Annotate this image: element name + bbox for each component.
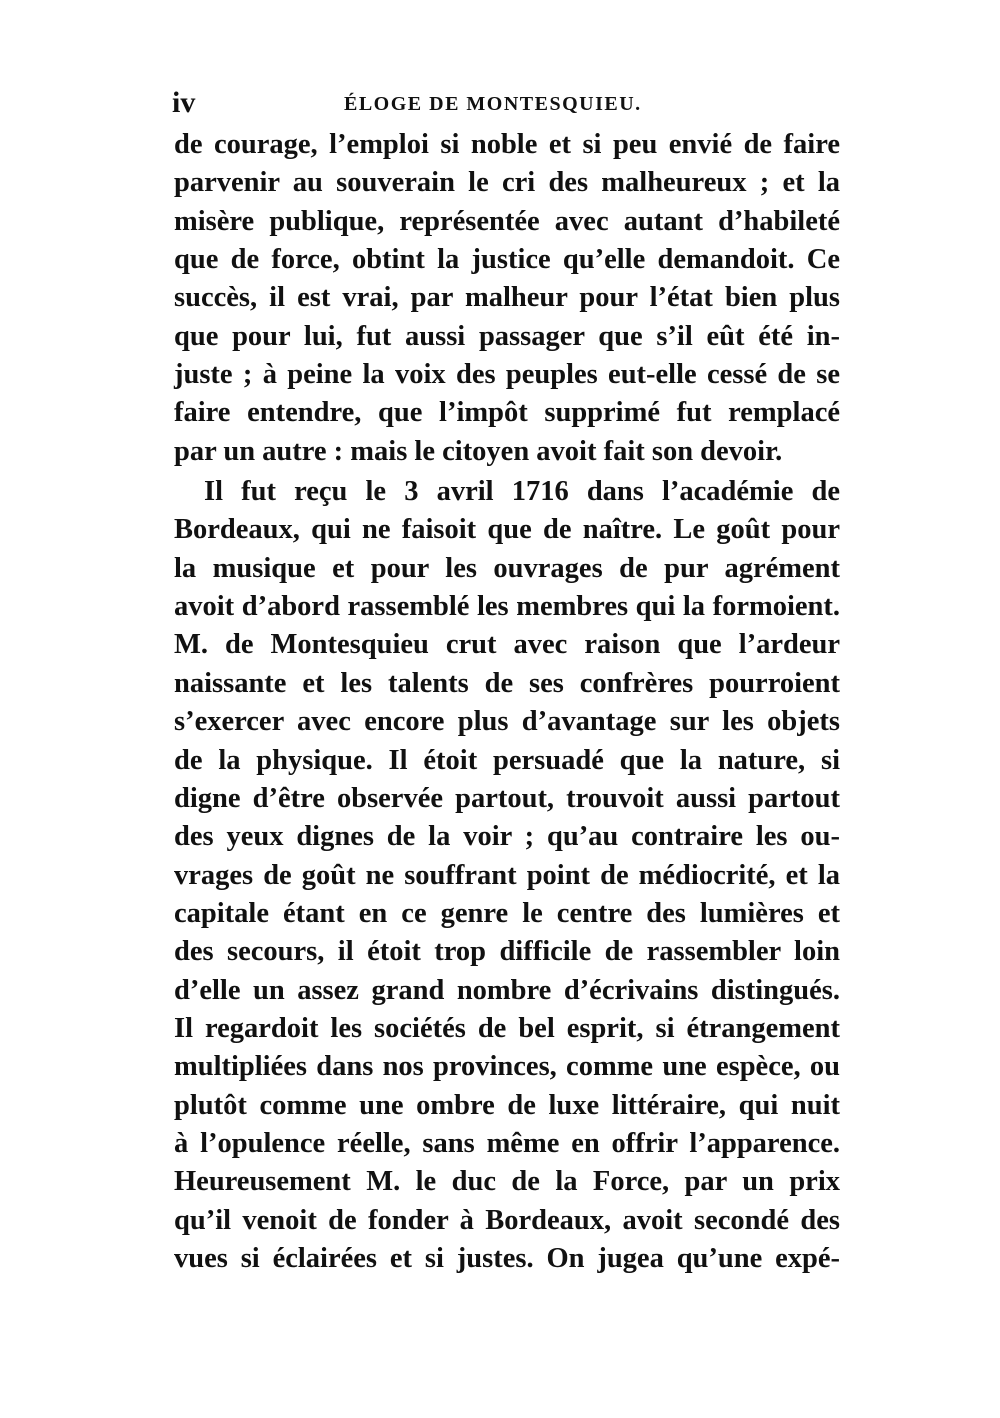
paragraph-end-line: par un autre : mais le citoyen avoit fait son devoir.	[174, 435, 783, 467]
text-line: digne d’être observée partout, trouvoit aussi partout	[174, 782, 840, 814]
text-line: M. de Montesquieu crut avec raison que l’ardeur	[174, 629, 840, 661]
text-line: que de force, obtint la justice qu’elle demandoit. Ce	[174, 244, 840, 276]
text-line: de la physique. Il étoit persuadé que la nature, si	[174, 744, 840, 776]
text-line: s’exercer avec encore plus d’avantage sur les objets	[174, 706, 840, 738]
text-line: des yeux dignes de la voir ; qu’au contraire les ou-	[174, 821, 840, 853]
page-header	[172, 86, 838, 120]
text-line: succès, il est vrai, par malheur pour l’état bien plus	[174, 282, 840, 314]
text-line: la musique et pour les ouvrages de pur agrément	[174, 552, 840, 584]
body-text	[174, 126, 840, 1278]
text-line: naissante et les talents de ses confrères pourroient	[174, 667, 840, 699]
running-title: ÉLOGE DE MONTESQUIEU.	[344, 93, 642, 115]
text-line: misère publique, représentée avec autant d’habileté	[174, 205, 840, 237]
text-line: qu’il venoit de fonder à Bordeaux, avoit secondé des	[174, 1204, 840, 1236]
text-line: vrages de goût ne souffrant point de médiocrité, et la	[174, 859, 840, 891]
text-line: de courage, l’emploi si noble et si peu envié de faire	[174, 129, 840, 160]
text-line: avoit d’abord rassemblé les membres qui la formoient.	[174, 591, 840, 623]
text-line: Bordeaux, qui ne faisoit que de naître. Le goût pour	[174, 514, 840, 546]
text-line: à l’opulence réelle, sans même en offrir l’apparence.	[174, 1127, 840, 1159]
text-line: vues si éclairées et si justes. On jugea qu’une expé-	[174, 1242, 840, 1274]
paragraph-start-line: Il fut reçu le 3 avril 1716 dans l’académie de	[204, 476, 840, 508]
text-line: parvenir au souverain le cri des malheureux ; et la	[174, 167, 840, 199]
text-line: des secours, il étoit trop difficile de rassembler loin	[174, 936, 840, 968]
text-line: d’elle un assez grand nombre d’écrivains distingués.	[174, 974, 840, 1006]
text-line: capitale étant en ce genre le centre des lumières et	[174, 897, 840, 929]
text-line: Il regardoit les sociétés de bel esprit, si étrangement	[174, 1012, 840, 1044]
text-line: Heureusement M. le duc de la Force, par un prix	[174, 1166, 840, 1198]
text-line: juste ; à peine la voix des peuples eut-elle cessé de se	[174, 359, 840, 391]
text-line: faire entendre, que l’impôt supprimé fut remplacé	[174, 397, 840, 429]
page-number: iv	[172, 86, 196, 119]
text-line: plutôt comme une ombre de luxe littéraire, qui nuit	[174, 1089, 840, 1121]
text-line: que pour lui, fut aussi passager que s’il eût été in-	[174, 320, 840, 352]
text-line: multipliées dans nos provinces, comme une espèce, ou	[174, 1051, 840, 1083]
